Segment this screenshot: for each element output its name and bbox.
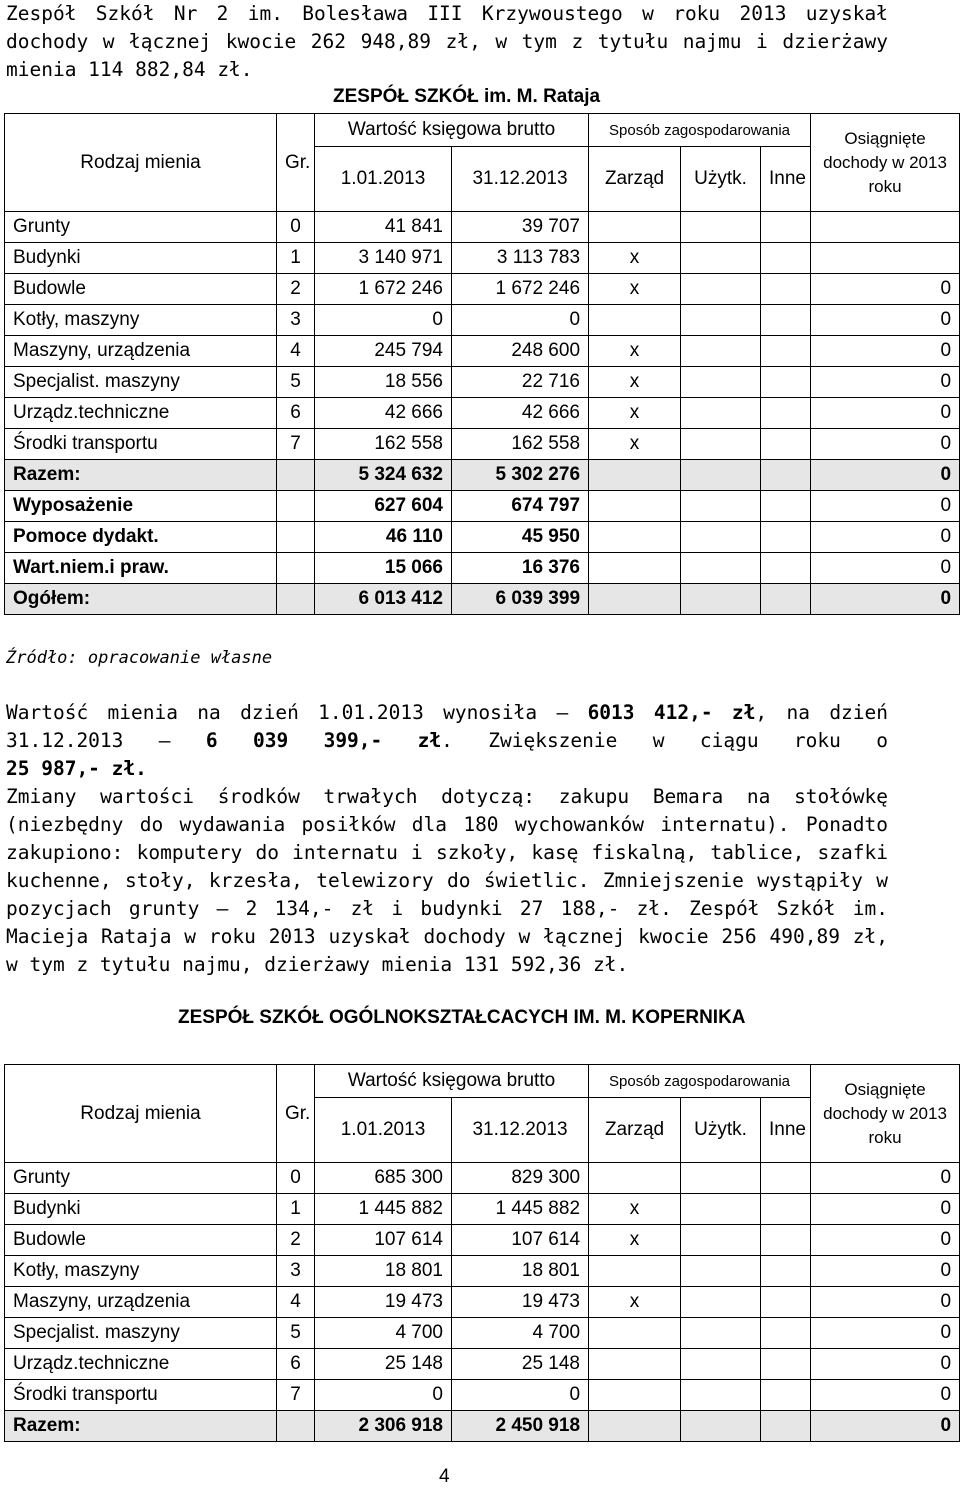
paragraph-2-rest: Zmiany wartości środków trwałych dotyczą: zakupu Bemara na stołówkę (niezbędny do wydawania posiłków dla 180 wychowanków internatu). Ponadto zakupiono: komputery do internatu i szkoły, kasę fiskalną, tablice, szafki kuchenne, stoły, krzesła, telewizory do świetlic. Zmniejszenie wystąpiły w pozycjach grunty – 2 134,- zł i budynki 27 188,- zł. Zespół Szkół im. Macieja Rataja w roku 2013 uzyskał dochody w łącznej kwocie 256 490,89 zł, w tym z tytułu najmu, dzierżawy mienia 131 592,36 zł. xyxy=(6,785,888,976)
cell-value-2013-01: 19 473 xyxy=(315,1287,452,1318)
paragraph-2-line-1 xyxy=(6,699,888,727)
cell-dochody xyxy=(811,243,960,274)
table2-header-zarzad: Zarząd xyxy=(589,1098,681,1163)
cell-value-2013-01: 1 445 882 xyxy=(315,1194,452,1225)
table-row xyxy=(5,491,960,522)
cell-value-2013-01: 2 306 918 xyxy=(315,1411,452,1442)
cell-uzytk xyxy=(681,429,761,460)
cell-uzytk xyxy=(681,1380,761,1411)
cell-zarzad: x xyxy=(589,243,681,274)
cell-value-2013-12: 19 473 xyxy=(452,1287,589,1318)
cell-uzytk xyxy=(681,1225,761,1256)
cell-inne xyxy=(761,1411,811,1442)
cell-inne xyxy=(761,584,811,615)
cell-gr: 0 xyxy=(277,1163,315,1194)
table2-body xyxy=(5,1163,960,1442)
cell-name: Grunty xyxy=(5,1163,277,1194)
table-row xyxy=(5,584,960,615)
cell-name: Budowle xyxy=(5,274,277,305)
table2-header-d1: 1.01.2013 xyxy=(315,1098,452,1163)
cell-value-2013-12: 6 039 399 xyxy=(452,584,589,615)
table1-header-gr: Gr. xyxy=(277,114,315,212)
cell-value-2013-12: 1 672 246 xyxy=(452,274,589,305)
cell-inne xyxy=(761,1287,811,1318)
cell-inne xyxy=(761,1194,811,1225)
table-row xyxy=(5,1163,960,1194)
cell-gr: 1 xyxy=(277,243,315,274)
cell-uzytk xyxy=(681,212,761,243)
table2-header-osiagniete: Osiągnięte dochody w 2013 roku xyxy=(811,1065,960,1163)
cell-value-2013-01: 25 148 xyxy=(315,1349,452,1380)
table1-header-d2: 31.12.2013 xyxy=(452,147,589,212)
table1-header-uzytk: Użytk. xyxy=(681,147,761,212)
cell-dochody: 0 xyxy=(811,1194,960,1225)
cell-gr: 4 xyxy=(277,336,315,367)
cell-value-2013-01: 0 xyxy=(315,305,452,336)
cell-dochody: 0 xyxy=(811,1287,960,1318)
cell-value-2013-12: 42 666 xyxy=(452,398,589,429)
cell-inne xyxy=(761,274,811,305)
cell-dochody: 0 xyxy=(811,367,960,398)
cell-value-2013-01: 107 614 xyxy=(315,1225,452,1256)
cell-name: Wyposażenie xyxy=(5,491,277,522)
cell-inne xyxy=(761,1256,811,1287)
cell-value-2013-12: 162 558 xyxy=(452,429,589,460)
cell-zarzad xyxy=(589,1380,681,1411)
cell-inne xyxy=(761,336,811,367)
cell-gr xyxy=(277,584,315,615)
table-row xyxy=(5,274,960,305)
table-row xyxy=(5,1225,960,1256)
cell-dochody xyxy=(811,212,960,243)
table-row xyxy=(5,398,960,429)
cell-dochody: 0 xyxy=(811,274,960,305)
cell-dochody: 0 xyxy=(811,491,960,522)
source-note: Źródło: opracowanie własne xyxy=(6,648,273,668)
table1-header-inne: Inne xyxy=(761,147,811,212)
cell-value-2013-12: 25 148 xyxy=(452,1349,589,1380)
cell-name: Pomoce dydakt. xyxy=(5,522,277,553)
cell-dochody: 0 xyxy=(811,1411,960,1442)
p2-l1-b: 6013 412,- zł xyxy=(587,701,756,724)
cell-name: Maszyny, urządzenia xyxy=(5,336,277,367)
cell-dochody: 0 xyxy=(811,429,960,460)
table2-header-rodzaj: Rodzaj mienia xyxy=(5,1065,277,1163)
cell-uzytk xyxy=(681,367,761,398)
cell-dochody: 0 xyxy=(811,1256,960,1287)
cell-value-2013-12: 45 950 xyxy=(452,522,589,553)
table2-header-d2: 31.12.2013 xyxy=(452,1098,589,1163)
cell-inne xyxy=(761,1349,811,1380)
cell-inne xyxy=(761,243,811,274)
cell-value-2013-12: 22 716 xyxy=(452,367,589,398)
table-row xyxy=(5,1349,960,1380)
cell-dochody: 0 xyxy=(811,522,960,553)
cell-uzytk xyxy=(681,584,761,615)
table2-header-inne: Inne xyxy=(761,1098,811,1163)
cell-value-2013-12: 18 801 xyxy=(452,1256,589,1287)
table1-header-osiagniete: Osiągnięte dochody w 2013 roku xyxy=(811,114,960,212)
table-row xyxy=(5,1256,960,1287)
cell-value-2013-01: 18 556 xyxy=(315,367,452,398)
cell-uzytk xyxy=(681,1318,761,1349)
cell-name: Budynki xyxy=(5,243,277,274)
cell-zarzad: x xyxy=(589,367,681,398)
table-row xyxy=(5,367,960,398)
cell-value-2013-12: 829 300 xyxy=(452,1163,589,1194)
cell-gr: 6 xyxy=(277,398,315,429)
table-row xyxy=(5,1287,960,1318)
cell-zarzad xyxy=(589,305,681,336)
cell-gr: 7 xyxy=(277,429,315,460)
table-row xyxy=(5,1411,960,1442)
paragraph-2 xyxy=(6,699,888,979)
cell-dochody: 0 xyxy=(811,336,960,367)
cell-uzytk xyxy=(681,553,761,584)
table2-header-gr: Gr. xyxy=(277,1065,315,1163)
cell-name: Maszyny, urządzenia xyxy=(5,1287,277,1318)
cell-name: Budowle xyxy=(5,1225,277,1256)
cell-dochody: 0 xyxy=(811,1225,960,1256)
cell-gr: 3 xyxy=(277,1256,315,1287)
p2-l1-a: Wartość mienia na dzień 1.01.2013 wynosiła – xyxy=(6,701,569,724)
cell-name: Razem: xyxy=(5,460,277,491)
cell-inne xyxy=(761,429,811,460)
table2-title: ZESPÓŁ SZKÓŁ OGÓLNOKSZTAŁCACYCH IM. M. KOPERNIKA xyxy=(178,1007,746,1028)
intro-paragraph: Zespół Szkół Nr 2 im. Bolesława III Krzywoustego w roku 2013 uzyskał dochody w łącznej kwocie 262 948,89 zł, w tym z tytułu najmu i dzierżawy mienia 114 882,84 zł. xyxy=(6,2,888,81)
cell-name: Wart.niem.i praw. xyxy=(5,553,277,584)
cell-gr: 2 xyxy=(277,274,315,305)
cell-value-2013-01: 46 110 xyxy=(315,522,452,553)
cell-value-2013-01: 627 604 xyxy=(315,491,452,522)
cell-uzytk xyxy=(681,398,761,429)
cell-name: Grunty xyxy=(5,212,277,243)
cell-value-2013-12: 248 600 xyxy=(452,336,589,367)
table2-header-uzytk: Użytk. xyxy=(681,1098,761,1163)
table1 xyxy=(4,113,960,615)
table-row xyxy=(5,243,960,274)
cell-uzytk xyxy=(681,1163,761,1194)
cell-gr: 2 xyxy=(277,1225,315,1256)
cell-zarzad xyxy=(589,212,681,243)
cell-uzytk xyxy=(681,1349,761,1380)
cell-gr: 5 xyxy=(277,367,315,398)
cell-value-2013-01: 15 066 xyxy=(315,553,452,584)
cell-value-2013-12: 39 707 xyxy=(452,212,589,243)
table-row xyxy=(5,1380,960,1411)
cell-name: Kotły, maszyny xyxy=(5,305,277,336)
cell-value-2013-12: 5 302 276 xyxy=(452,460,589,491)
cell-dochody: 0 xyxy=(811,460,960,491)
cell-gr: 1 xyxy=(277,1194,315,1225)
cell-gr: 4 xyxy=(277,1287,315,1318)
cell-name: Środki transportu xyxy=(5,429,277,460)
table1-header-rodzaj: Rodzaj mienia xyxy=(5,114,277,212)
cell-inne xyxy=(761,212,811,243)
cell-inne xyxy=(761,1318,811,1349)
table-row xyxy=(5,522,960,553)
page-number: 4 xyxy=(439,1466,450,1487)
cell-zarzad xyxy=(589,522,681,553)
cell-inne xyxy=(761,460,811,491)
cell-gr xyxy=(277,553,315,584)
cell-zarzad xyxy=(589,491,681,522)
cell-uzytk xyxy=(681,305,761,336)
cell-name: Specjalist. maszyny xyxy=(5,367,277,398)
cell-gr xyxy=(277,522,315,553)
cell-zarzad: x xyxy=(589,274,681,305)
cell-zarzad xyxy=(589,584,681,615)
cell-uzytk xyxy=(681,1411,761,1442)
table-row xyxy=(5,336,960,367)
cell-name: Specjalist. maszyny xyxy=(5,1318,277,1349)
cell-uzytk xyxy=(681,274,761,305)
cell-value-2013-12: 1 445 882 xyxy=(452,1194,589,1225)
cell-dochody: 0 xyxy=(811,305,960,336)
p2-l2-a: 31.12.2013 – xyxy=(6,729,171,752)
cell-value-2013-01: 162 558 xyxy=(315,429,452,460)
p2-l3: 25 987,- zł. xyxy=(6,757,147,780)
cell-inne xyxy=(761,522,811,553)
cell-inne xyxy=(761,553,811,584)
cell-value-2013-01: 685 300 xyxy=(315,1163,452,1194)
cell-name: Budynki xyxy=(5,1194,277,1225)
table1-header-wartosc: Wartość księgowa brutto xyxy=(315,114,589,147)
table-row xyxy=(5,553,960,584)
table-row xyxy=(5,460,960,491)
cell-zarzad xyxy=(589,1411,681,1442)
p2-l2-c: . Zwiększenie w ciągu roku o xyxy=(441,729,888,752)
cell-value-2013-12: 0 xyxy=(452,1380,589,1411)
table2-header-wartosc: Wartość księgowa brutto xyxy=(315,1065,589,1098)
cell-inne xyxy=(761,398,811,429)
cell-value-2013-01: 245 794 xyxy=(315,336,452,367)
cell-zarzad: x xyxy=(589,1225,681,1256)
cell-gr: 0 xyxy=(277,212,315,243)
cell-zarzad xyxy=(589,1318,681,1349)
cell-name: Urządz.techniczne xyxy=(5,1349,277,1380)
cell-inne xyxy=(761,491,811,522)
cell-name: Urządz.techniczne xyxy=(5,398,277,429)
cell-dochody: 0 xyxy=(811,398,960,429)
cell-zarzad: x xyxy=(589,429,681,460)
cell-name: Razem: xyxy=(5,1411,277,1442)
p2-l2-b: 6 039 399,- zł xyxy=(205,729,442,752)
cell-dochody: 0 xyxy=(811,1349,960,1380)
cell-inne xyxy=(761,1225,811,1256)
cell-value-2013-01: 41 841 xyxy=(315,212,452,243)
table2-header-sposob: Sposób zagospodarowania xyxy=(589,1065,811,1098)
cell-uzytk xyxy=(681,336,761,367)
cell-zarzad xyxy=(589,1163,681,1194)
cell-value-2013-12: 16 376 xyxy=(452,553,589,584)
cell-zarzad: x xyxy=(589,398,681,429)
cell-inne xyxy=(761,1163,811,1194)
cell-gr: 6 xyxy=(277,1349,315,1380)
cell-zarzad xyxy=(589,1349,681,1380)
cell-inne xyxy=(761,305,811,336)
cell-value-2013-01: 4 700 xyxy=(315,1318,452,1349)
cell-value-2013-12: 3 113 783 xyxy=(452,243,589,274)
cell-inne xyxy=(761,367,811,398)
cell-uzytk xyxy=(681,460,761,491)
cell-value-2013-01: 5 324 632 xyxy=(315,460,452,491)
cell-value-2013-01: 1 672 246 xyxy=(315,274,452,305)
table1-header-d1: 1.01.2013 xyxy=(315,147,452,212)
cell-name: Ogółem: xyxy=(5,584,277,615)
cell-gr: 3 xyxy=(277,305,315,336)
cell-zarzad: x xyxy=(589,1287,681,1318)
cell-uzytk xyxy=(681,243,761,274)
table1-header-zarzad: Zarząd xyxy=(589,147,681,212)
cell-value-2013-01: 42 666 xyxy=(315,398,452,429)
table-row xyxy=(5,212,960,243)
table1-title: ZESPÓŁ SZKÓŁ im. M. Rataja xyxy=(333,86,601,107)
cell-zarzad: x xyxy=(589,336,681,367)
cell-gr: 7 xyxy=(277,1380,315,1411)
cell-name: Środki transportu xyxy=(5,1380,277,1411)
cell-dochody: 0 xyxy=(811,1163,960,1194)
table2 xyxy=(4,1064,960,1442)
cell-value-2013-12: 0 xyxy=(452,305,589,336)
table-row xyxy=(5,305,960,336)
table-row xyxy=(5,1318,960,1349)
cell-value-2013-01: 3 140 971 xyxy=(315,243,452,274)
cell-dochody: 0 xyxy=(811,1380,960,1411)
cell-value-2013-12: 674 797 xyxy=(452,491,589,522)
table1-body xyxy=(5,212,960,615)
paragraph-2-line-2 xyxy=(6,727,888,755)
cell-zarzad: x xyxy=(589,1194,681,1225)
cell-gr: 5 xyxy=(277,1318,315,1349)
cell-gr xyxy=(277,1411,315,1442)
cell-value-2013-01: 18 801 xyxy=(315,1256,452,1287)
paragraph-2-line-3 xyxy=(6,755,888,783)
cell-uzytk xyxy=(681,1194,761,1225)
cell-uzytk xyxy=(681,491,761,522)
cell-gr xyxy=(277,460,315,491)
cell-uzytk xyxy=(681,522,761,553)
cell-uzytk xyxy=(681,1256,761,1287)
cell-inne xyxy=(761,1380,811,1411)
cell-value-2013-01: 6 013 412 xyxy=(315,584,452,615)
cell-name: Kotły, maszyny xyxy=(5,1256,277,1287)
cell-zarzad xyxy=(589,553,681,584)
cell-value-2013-12: 4 700 xyxy=(452,1318,589,1349)
cell-value-2013-01: 0 xyxy=(315,1380,452,1411)
cell-dochody: 0 xyxy=(811,1318,960,1349)
cell-uzytk xyxy=(681,1287,761,1318)
cell-gr xyxy=(277,491,315,522)
cell-dochody: 0 xyxy=(811,553,960,584)
cell-value-2013-12: 2 450 918 xyxy=(452,1411,589,1442)
table-row xyxy=(5,1194,960,1225)
cell-dochody: 0 xyxy=(811,584,960,615)
table-row xyxy=(5,429,960,460)
table1-header-sposob: Sposób zagospodarowania xyxy=(589,114,811,147)
cell-value-2013-12: 107 614 xyxy=(452,1225,589,1256)
p2-l1-c: , na dzień xyxy=(755,701,889,724)
cell-zarzad xyxy=(589,1256,681,1287)
cell-zarzad xyxy=(589,460,681,491)
